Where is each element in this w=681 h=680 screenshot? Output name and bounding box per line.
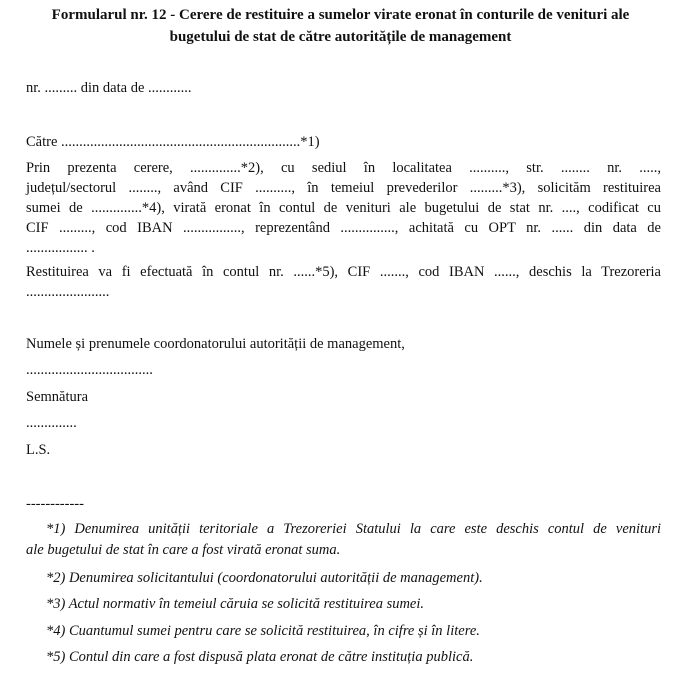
recipient-line: Către ..................................................................*1): [26, 134, 320, 150]
footnote-1-line-1: *1) Denumirea unității teritoriale a Trezoreriei Statului la care este deschis contul de venituri: [46, 521, 661, 537]
number-date-line: nr. ......... din data de ............: [26, 80, 192, 96]
signature-dots: ..............: [26, 415, 77, 431]
request-paragraph-line: CIF ........., cod IBAN ................, reprezentând ..............., achitată cu OPT nr. ...... din data de: [26, 220, 661, 236]
footnote-4: *4) Cuantumul sumei pentru care se solicită restituirea, în cifre și în litere.: [46, 623, 480, 639]
footnote-3: *3) Actul normativ în temeiul căruia se solicită restituirea sumei.: [46, 596, 425, 612]
coordinator-dots: ...................................: [26, 362, 153, 378]
notes-separator: ------------: [26, 496, 84, 512]
coordinator-label: Numele și prenumele coordonatorului autorității de management,: [26, 336, 405, 352]
footnote-5: *5) Contul din care a fost dispusă plata eronat de către instituția publică.: [46, 649, 474, 665]
form-title: [8, 4, 673, 48]
form-title-line-1: Formularul nr. 12 - Cerere de restituire a sumelor virate eronat în conturile de venituri ale: [51, 7, 630, 23]
footnote-1-line-2: ale bugetului de stat în care a fost virată eronat suma.: [26, 542, 341, 558]
request-paragraph-line: județul/sectorul ........, având CIF .........., în temeiul prevederilor .........*3), solicităm restituirea: [26, 180, 661, 196]
ls-label: L.S.: [26, 442, 51, 458]
request-paragraph-line: ................. .: [26, 240, 95, 256]
footnote-1: [26, 519, 661, 561]
form-title-line-2: bugetului de stat de către autoritățile de management: [169, 29, 512, 45]
request-paragraph: [26, 158, 661, 258]
refund-account-line: .......................: [26, 284, 110, 300]
footnote-2: *2) Denumirea solicitantului (coordonatorului autorității de management).: [46, 570, 483, 586]
request-paragraph-line: Prin prezenta cerere, ..............*2), cu sediul în localitatea .........., str. ........ nr. .....,: [26, 160, 661, 176]
refund-account-paragraph: [26, 262, 661, 302]
refund-account-line: Restituirea va fi efectuată în contul nr. ......*5), CIF ......., cod IBAN ......, deschis la Trezoreria: [26, 264, 661, 280]
request-paragraph-line: sumei de ..............*4), virată eronat în contul de venituri ale bugetului de stat nr. ...., codificat cu: [26, 200, 661, 216]
signature-label: Semnătura: [26, 389, 89, 405]
